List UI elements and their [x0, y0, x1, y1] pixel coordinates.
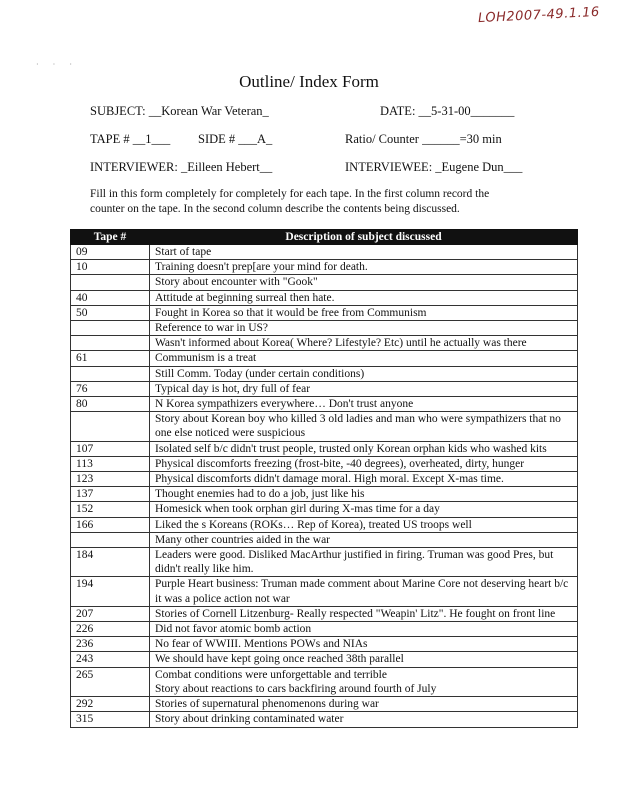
- description-cell: Many other countries aided in the war: [150, 532, 578, 547]
- tape-counter-cell: 207: [71, 606, 150, 621]
- description-cell: Liked the s Koreans (ROKs… Rep of Korea), treated US troops well: [150, 517, 578, 532]
- interviewee-field: INTERVIEWEE: _Eugene Dun___: [345, 160, 523, 174]
- table-row: [71, 260, 578, 275]
- table-row: [71, 366, 578, 381]
- table-row: [71, 577, 578, 606]
- table-row: [71, 397, 578, 412]
- tape-counter-cell: 315: [71, 712, 150, 727]
- table-row: [71, 351, 578, 366]
- tape-counter-cell: 10: [71, 260, 150, 275]
- description-cell: Homesick when took orphan girl during X-mas time for a day: [150, 502, 578, 517]
- tape-counter-cell: [71, 366, 150, 381]
- page-title: Outline/ Index Form: [239, 72, 379, 91]
- scan-specks: · · ·: [36, 60, 78, 69]
- description-cell: Reference to war in US?: [150, 321, 578, 336]
- tape-counter-cell: 113: [71, 456, 150, 471]
- tape-counter-cell: [71, 532, 150, 547]
- table-row: [71, 517, 578, 532]
- description-cell: Purple Heart business: Truman made comment about Marine Core not deserving heart b/c it was a police action not war: [150, 577, 578, 606]
- tape-counter-cell: 194: [71, 577, 150, 606]
- tape-counter-cell: 236: [71, 637, 150, 652]
- tape-counter-cell: 226: [71, 622, 150, 637]
- table-row: [71, 502, 578, 517]
- subject-field: SUBJECT: __Korean War Veteran_: [90, 104, 269, 118]
- table-row: [71, 305, 578, 320]
- table-row: [71, 652, 578, 667]
- tape-counter-cell: 292: [71, 697, 150, 712]
- tape-counter-cell: 123: [71, 472, 150, 487]
- description-cell: Physical discomforts freezing (frost-bite, -40 degrees), overheated, dirty, hunger: [150, 456, 578, 471]
- description-cell: Typical day is hot, dry full of fear: [150, 381, 578, 396]
- description-cell: Combat conditions were unforgettable and terrible Story about reactions to cars backfiring around fourth of July: [150, 667, 578, 696]
- table-row: [71, 275, 578, 290]
- table-row: [71, 472, 578, 487]
- description-cell: Communism is a treat: [150, 351, 578, 366]
- tape-counter-cell: [71, 321, 150, 336]
- table-row: [71, 336, 578, 351]
- side-field: SIDE # ___A_: [198, 132, 273, 146]
- interviewer-field: INTERVIEWER: _Eilleen Hebert__: [90, 160, 273, 174]
- tape-counter-cell: 166: [71, 517, 150, 532]
- table-row: [71, 487, 578, 502]
- description-cell: Did not favor atomic bomb action: [150, 622, 578, 637]
- tape-counter-cell: 243: [71, 652, 150, 667]
- description-cell: Attitude at beginning surreal then hate.: [150, 290, 578, 305]
- description-cell: Fought in Korea so that it would be free from Communism: [150, 305, 578, 320]
- description-cell: Wasn't informed about Korea( Where? Lifestyle? Etc) until he actually was there: [150, 336, 578, 351]
- ratio-counter-field: Ratio/ Counter ______=30 min: [345, 132, 502, 146]
- description-cell: No fear of WWIII. Mentions POWs and NIAs: [150, 637, 578, 652]
- date-field: DATE: __5-31-00_______: [380, 104, 515, 118]
- instructions-text: Fill in this form completely for completely for each tape. In the first column record the counter on the tape. In the second column describe the contents being discussed.: [90, 188, 490, 215]
- tape-counter-cell: 107: [71, 441, 150, 456]
- description-cell: N Korea sympathizers everywhere… Don't trust anyone: [150, 397, 578, 412]
- description-cell: We should have kept going once reached 38th parallel: [150, 652, 578, 667]
- description-cell: Thought enemies had to do a job, just like his: [150, 487, 578, 502]
- table-header-row: [71, 230, 578, 245]
- description-cell: Story about Korean boy who killed 3 old ladies and man who were sympathizers that no one else noticed were suspicious: [150, 412, 578, 441]
- table-row: [71, 290, 578, 305]
- tape-counter-cell: 80: [71, 397, 150, 412]
- table-row: [71, 441, 578, 456]
- tape-counter-cell: [71, 336, 150, 351]
- accession-number: LOH2007-49.1.16: [477, 4, 601, 27]
- table-row: [71, 321, 578, 336]
- table-body: [71, 245, 578, 728]
- description-cell: Stories of supernatural phenomenons during war: [150, 697, 578, 712]
- tape-field: TAPE # __1___: [90, 132, 171, 146]
- description-cell: Leaders were good. Disliked MacArthur justified in firing. Truman was good Pres, but didn't really like him.: [150, 548, 578, 577]
- description-cell: Training doesn't prep[are your mind for death.: [150, 260, 578, 275]
- table-row: [71, 606, 578, 621]
- description-cell: Physical discomforts didn't damage moral. High moral. Except X-mas time.: [150, 472, 578, 487]
- table-row: [71, 637, 578, 652]
- tape-counter-cell: 152: [71, 502, 150, 517]
- tape-counter-cell: 50: [71, 305, 150, 320]
- tape-counter-cell: 265: [71, 667, 150, 696]
- table-row: [71, 697, 578, 712]
- description-cell: Story about drinking contaminated water: [150, 712, 578, 727]
- table-row: [71, 381, 578, 396]
- table-row: [71, 245, 578, 260]
- index-table: [70, 229, 578, 728]
- table-row: [71, 548, 578, 577]
- description-cell: Story about encounter with "Gook": [150, 275, 578, 290]
- table-row: [71, 622, 578, 637]
- description-cell: Still Comm. Today (under certain conditions): [150, 366, 578, 381]
- tape-counter-cell: 184: [71, 548, 150, 577]
- description-cell: Start of tape: [150, 245, 578, 260]
- description-cell: Isolated self b/c didn't trust people, trusted only Korean orphan kids who washed kits: [150, 441, 578, 456]
- header-tape-number: Tape #: [71, 230, 150, 245]
- table-row: [71, 456, 578, 471]
- table-row: [71, 667, 578, 696]
- description-cell: Stories of Cornell Litzenburg- Really respected "Weapin' Litz". He fought on front line: [150, 606, 578, 621]
- tape-counter-cell: [71, 412, 150, 441]
- tape-counter-cell: 09: [71, 245, 150, 260]
- tape-counter-cell: 40: [71, 290, 150, 305]
- header-description: Description of subject discussed: [150, 230, 578, 245]
- tape-counter-cell: 137: [71, 487, 150, 502]
- table-row: [71, 412, 578, 441]
- tape-counter-cell: 76: [71, 381, 150, 396]
- table-row: [71, 532, 578, 547]
- tape-counter-cell: 61: [71, 351, 150, 366]
- tape-counter-cell: [71, 275, 150, 290]
- table-row: [71, 712, 578, 727]
